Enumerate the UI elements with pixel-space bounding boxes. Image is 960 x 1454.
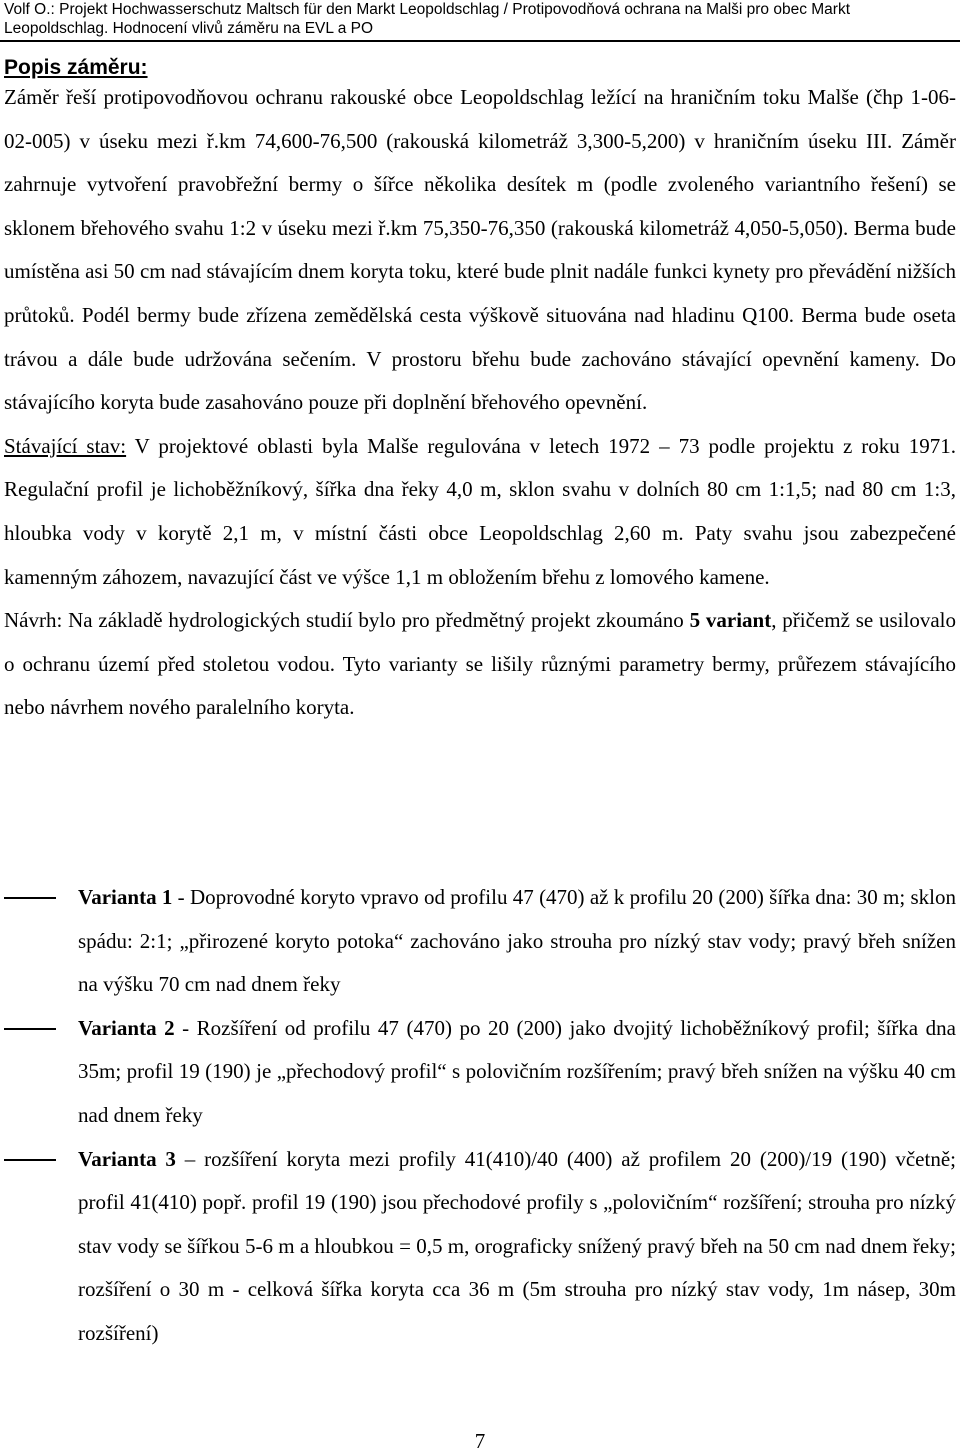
variant-text: Doprovodné koryto vpravo od profilu 47 (470) až k profilu 20 (200) šířka dna: 30 m; sklon spádu: 2:1; „přirozené koryto potoka“ zachováno jako strouha pro nízký stav vody; pravý břeh snížen na výšku 70 cm nad dnem řeky bbox=[78, 885, 956, 997]
variant-text: Rozšíření od profilu 47 (470) po 20 (200) jako dvojitý lichoběžníkový profil; šířka dna 35m; profil 19 (190) je „přechodový profil“ s polovičním rozšířením; pravý břeh snížen na výšku 40 cm nad dnem řeky bbox=[78, 1015, 956, 1127]
variant-item bbox=[0, 1007, 960, 1138]
page-number: 7 bbox=[474, 1429, 486, 1453]
variant-list bbox=[0, 876, 960, 1356]
dash-bullet bbox=[4, 897, 56, 899]
paragraph-current-state bbox=[4, 425, 956, 599]
header-line-1: Volf O.: Projekt Hochwasserschutz Maltsch für den Markt Leopoldschlag / Protipovodňová ochrana na Malši pro obec Markt bbox=[4, 1, 851, 18]
variant-separator: – bbox=[175, 1146, 205, 1171]
header-line-2: Leopoldschlag. Hodnocení vlivů záměru na EVL a PO bbox=[4, 20, 374, 37]
paragraph-description: Záměr řeší protipovodňovou ochranu rakouské obce Leopoldschlag ležící na hraničním toku Malše (čhp 1-06-02-005) v úseku mezi ř.km 74,600-76,500 (rakouská kilometráž 3,300-5,200) v hraničním úseku III. Záměr zahrnuje vytvoření pravobřežní bermy o šířce několika desítek m (podle zvoleného variantního řešení) se sklonem břehového svahu 1:2 v úseku mezi ř.km 75,350-76,350 (rakouská kilometráž 4,050-5,050). Berma bude umístěna asi 50 cm nad stávajícím dnem koryta toku, které bude plnit nadále funkci kynety pro převádění nižších průtoků. Podél bermy bude zřízena zemědělská cesta výškově situována nad hladinu Q100. Berma bude oseta trávou a dále bude udržována sečením. V prostoru břehu bude zachováno stávající opevnění kameny. Do stávajícího koryta bude zasahováno pouze při doplnění břehového opevnění. bbox=[4, 85, 956, 415]
proposal-text-end: , přičemž se usilovalo o ochranu území před stoletou vodou. Tyto varianty se lišily různými parametry bermy, průřezem stávajícího nebo návrhem nového paralelního koryta. bbox=[4, 608, 956, 720]
proposal-variant-count: 5 variant bbox=[689, 608, 772, 633]
variant-item bbox=[0, 1138, 960, 1356]
variant-item bbox=[0, 876, 960, 1007]
variant-label: Varianta 3 bbox=[78, 1146, 176, 1171]
variant-text: rozšíření koryta mezi profily 41(410)/40 (400) až profilem 20 (200)/19 (190) včetně; profil 41(410) popř. profil 19 (190) jsou přechodové profily s „polovičním“ rozšíření; strouha pro nízký stav vody se šířkou 5-6 m a hloubkou = 0,5 m, orograficky snížený pravý břeh na 50 cm nad dnem řeky; rozšíření o 30 m - celková šířka koryta cca 36 m (5m strouha pro nízký stav vody, 1m násep, 30m rozšíření) bbox=[78, 1146, 956, 1345]
variant-separator: - bbox=[172, 885, 190, 909]
variant-label: Varianta 2 bbox=[78, 1015, 175, 1040]
paragraph-proposal bbox=[4, 599, 956, 730]
section-title: Popis záměru: bbox=[4, 56, 148, 79]
current-state-text: V projektové oblasti byla Malše regulována v letech 1972 – 73 podle projektu z roku 1971. Regulační profil je lichoběžníkový, šířka dna řeky 4,0 m, sklon svahu v dolních 80 cm 1:1,5; nad 80 cm 1:3, hloubka vody v korytě 2,1 m, v místní části obce Leopoldschlag 2,60 m. Paty svahu jsou zabezpečené kamenným záhozem, navazující část ve výšce 1,1 m obložením břehu z lomového kamene. bbox=[4, 433, 956, 589]
variant-separator: - bbox=[174, 1015, 197, 1040]
running-header bbox=[4, 0, 956, 38]
variant-label: Varianta 1 bbox=[78, 885, 173, 909]
current-state-label: Stávající stav: bbox=[4, 433, 127, 458]
dash-bullet bbox=[4, 1159, 56, 1161]
proposal-text-start: Návrh: Na základě hydrologických studií bylo pro předmětný projekt zkoumáno bbox=[4, 608, 690, 633]
dash-bullet bbox=[4, 1028, 56, 1030]
header-rule bbox=[0, 40, 960, 42]
body-text bbox=[4, 76, 956, 730]
